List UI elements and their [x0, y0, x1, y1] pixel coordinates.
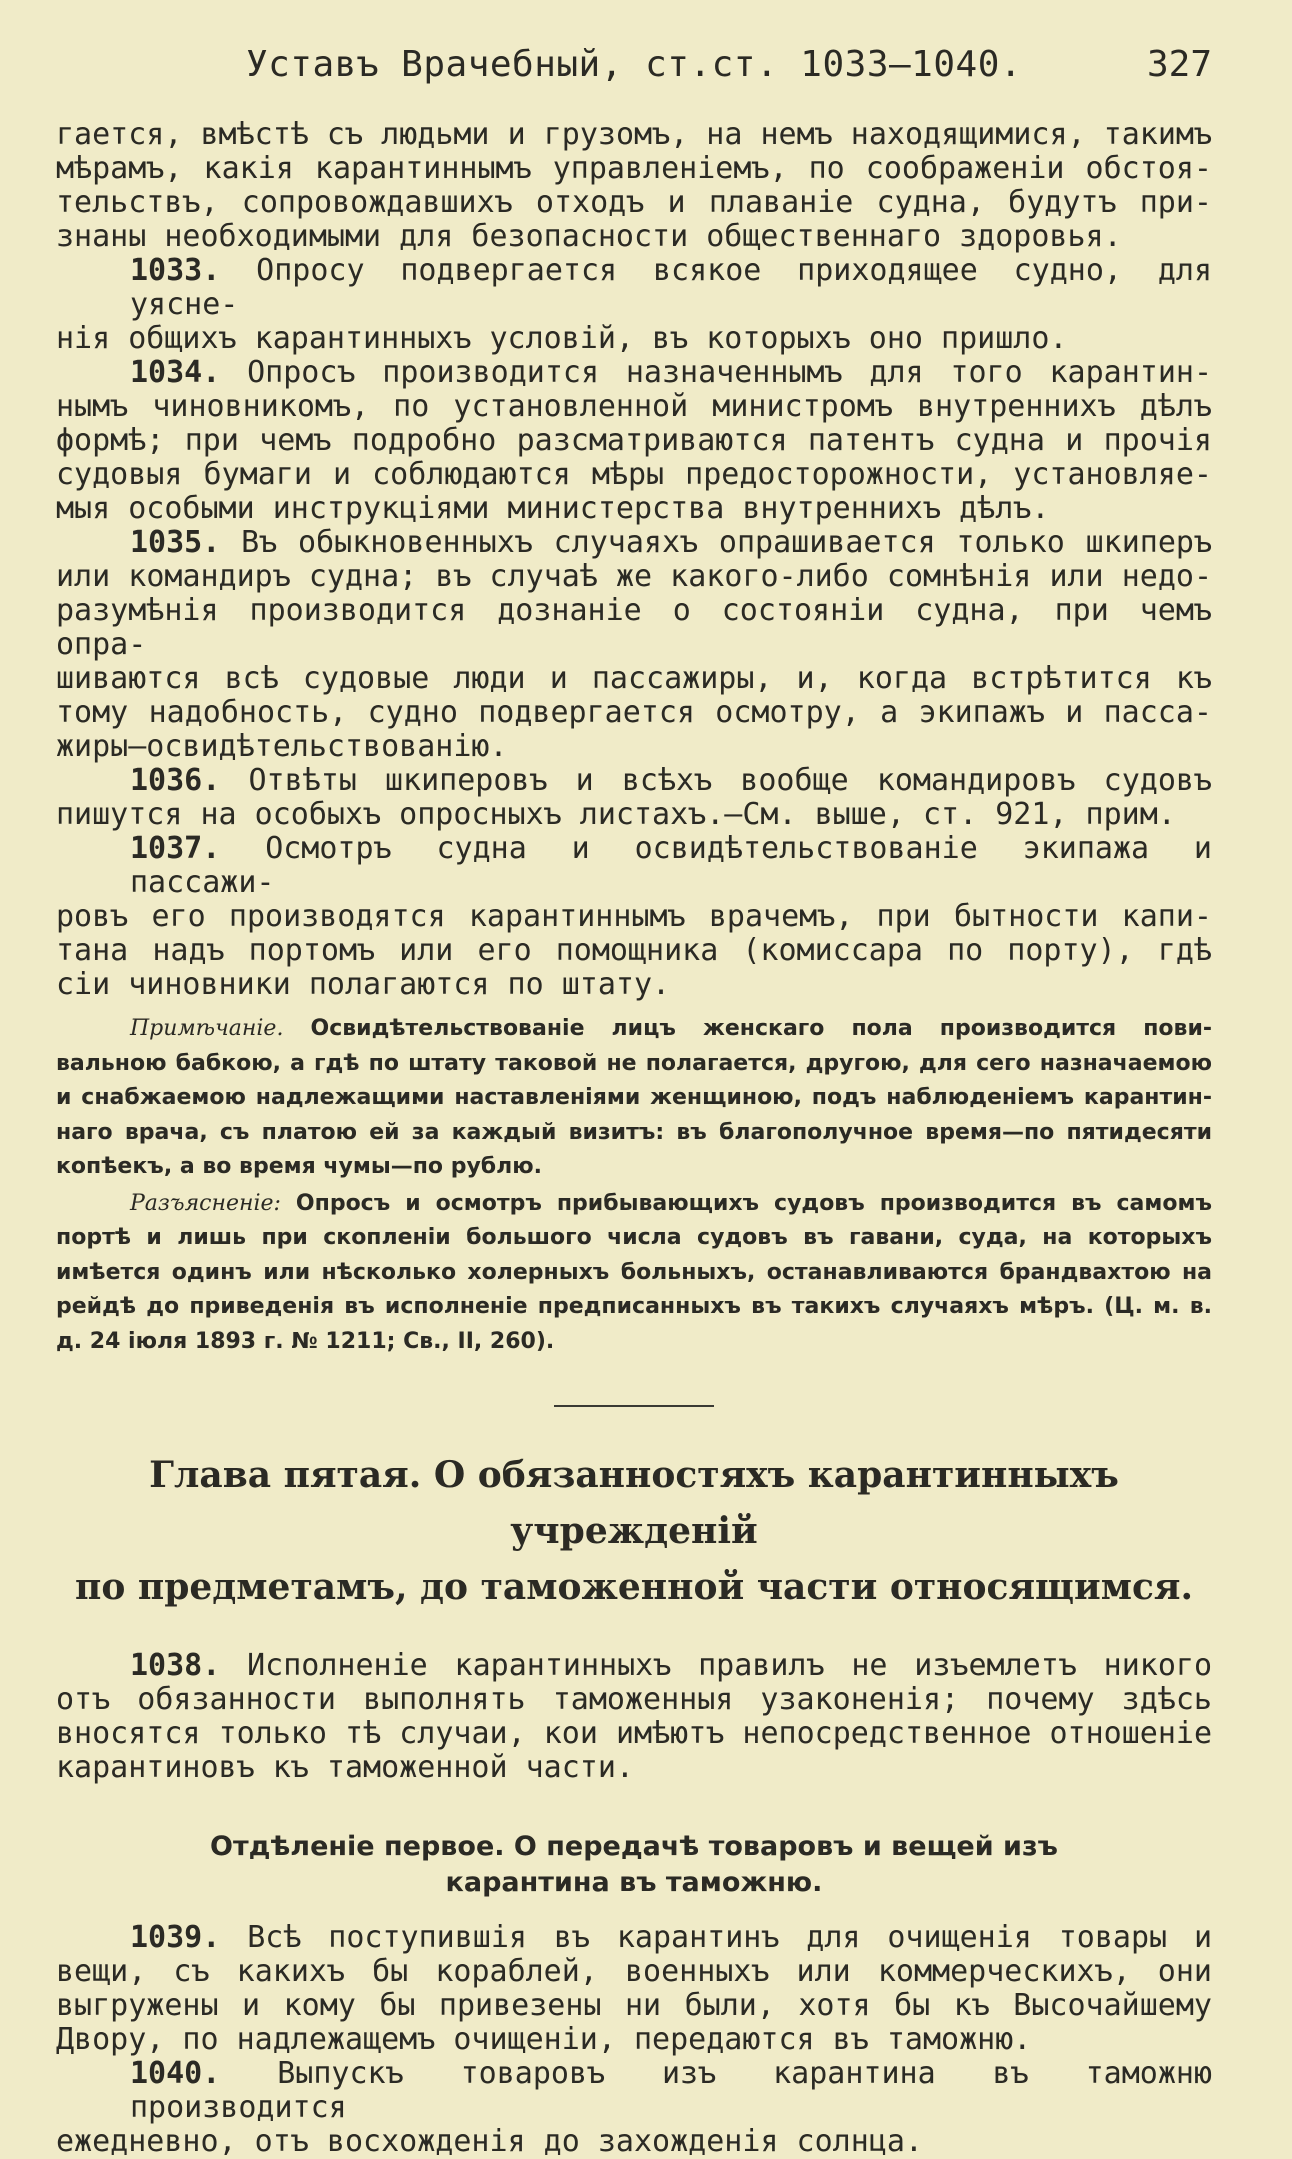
text-line: тана надъ портомъ или его помощника (комиссара по порту), гдѣ: [56, 933, 1212, 968]
text-line: 1039. Всѣ поступившія въ карантинъ для очищенія товары и: [130, 1920, 1213, 1955]
footnote-razyasnenie: [56, 1187, 1212, 1360]
text-line: шиваются всѣ судовые люди и пассажиры, и, когда встрѣтится къ: [56, 661, 1212, 696]
text-line: ежедневно, отъ восхожденія до захожденія солнца.: [56, 2124, 923, 2159]
text-line: 1038. Исполненіе карантинныхъ правилъ не изъемлетъ никого: [130, 1648, 1212, 1683]
article-1037: [56, 832, 1212, 1002]
chapter-heading-line: по предметамъ, до таможенной части относящимся.: [74, 1566, 1194, 1608]
text-line: Примѣчаніе. Освидѣтельствованіе лицъ женскаго пола производится пови-: [130, 1016, 1212, 1041]
text-line: д. 24 іюля 1893 г. № 1211; Св., II, 260).: [56, 1328, 555, 1354]
article-number: 1033.: [130, 253, 221, 288]
page-number: 327: [1146, 44, 1212, 85]
article-number: 1036.: [130, 763, 221, 798]
text-line: копѣекъ, а во время чумы—по рублю.: [56, 1154, 542, 1179]
text-line: тому надобность, судно подвергается осмотру, а экипажъ и пасса-: [56, 695, 1212, 730]
text-line: жиры—освидѣтельствованію.: [56, 729, 508, 764]
text-line: ровъ его производятся карантиннымъ врачемъ, при бытности капи-: [56, 899, 1212, 934]
text-line: 1034. Опросъ производится назначеннымъ для того карантин-: [130, 355, 1212, 390]
text-line: гается, вмѣстѣ съ людьми и грузомъ, на немъ находящимися, такимъ: [56, 117, 1212, 152]
footnote-primechanie: [56, 1012, 1212, 1185]
note-lead: Примѣчаніе.: [130, 1016, 284, 1041]
text-line: 1037. Осмотръ судна и освидѣтельствованіе экипажа и пассажи-: [130, 831, 1212, 900]
section-heading-line: Отдѣленіе первое. О передачѣ товаровъ и вещей изъ: [210, 1831, 1058, 1862]
running-header: [56, 44, 1212, 94]
text-line: сіи чиновники полагаются по штату.: [56, 967, 671, 1002]
note-lead: Разъясненіе:: [130, 1190, 281, 1216]
text-line: тельствъ, сопровождавшихъ отходъ и плаваніе судна, будутъ при-: [56, 185, 1212, 220]
text-line: 1040. Выпускъ товаровъ изъ карантина въ таможню производится: [130, 2056, 1213, 2125]
text-line: разумѣнія производится дознаніе о состояніи судна, при чемъ опра-: [56, 593, 1212, 662]
text-line: 1036. Отвѣты шкиперовъ и всѣхъ вообще командировъ судовъ: [130, 763, 1212, 798]
article-1034: [56, 356, 1212, 526]
text-line: отъ обязанности выполнять таможенныя узаконенія; почему здѣсь: [56, 1682, 1212, 1717]
text-line: или командиръ судна; въ случаѣ же какого-либо сомнѣнія или недо-: [56, 559, 1212, 594]
section-heading-line: карантина въ таможню.: [445, 1867, 823, 1898]
article-number: 1034.: [130, 355, 221, 390]
section-heading: [56, 1829, 1212, 1901]
text-line: Двору, по надлежащемъ очищеніи, передаются въ таможню.: [56, 2022, 1032, 2057]
article-number: 1039.: [130, 1920, 221, 1955]
article-1033: [56, 254, 1212, 356]
text-line: портѣ и лишь при скопленіи большого числа судовъ въ гавани, суда, на которыхъ: [56, 1225, 1212, 1250]
text-line: знаны необходимыми для безопасности общественнаго здоровья.: [56, 219, 1122, 254]
text-line: нымъ чиновникомъ, по установленной министромъ внутреннихъ дѣлъ: [56, 389, 1212, 424]
text-line: 1033. Опросу подвергается всякое приходящее судно, для уясне-: [130, 253, 1213, 322]
article-1038: [56, 1649, 1212, 1785]
text-line: 1035. Въ обыкновенныхъ случаяхъ опрашивается только шкиперъ: [130, 525, 1213, 560]
text-line: формѣ; при чемъ подробно разсматриваются патентъ судна и прочія: [56, 423, 1212, 458]
text-line: имѣется одинъ или нѣсколько холерныхъ больныхъ, останавливаются брандвахтою на: [56, 1259, 1212, 1285]
text-line: наго врача, съ платою ей за каждый визитъ: въ благополучное время—по пятидесяти: [56, 1119, 1212, 1145]
text-line: рейдѣ до приведенія въ исполненіе предписанныхъ въ такихъ случаяхъ мѣръ. (Ц. м. в.: [56, 1294, 1212, 1319]
article-number: 1040.: [130, 2056, 221, 2091]
text-line: вальною бабкою, а гдѣ по штату таковой не полагается, другою, для сего назначаемою: [56, 1050, 1212, 1076]
text-line: вносятся только тѣ случаи, кои имѣютъ непосредственное отношеніе: [56, 1716, 1212, 1751]
section-divider: [554, 1405, 714, 1407]
article-1035: [56, 526, 1212, 764]
page-body: [56, 118, 1212, 2159]
text-line: нія общихъ карантинныхъ условій, въ которыхъ оно пришло.: [56, 321, 1068, 356]
article-number: 1038.: [130, 1648, 221, 1683]
article-number: 1035.: [130, 525, 221, 560]
text-line: судовыя бумаги и соблюдаются мѣры предосторожности, установляе-: [56, 457, 1212, 492]
article-1040: [56, 2057, 1212, 2159]
article-1039: [56, 1921, 1212, 2057]
text-line: выгружены и кому бы привезены ни были, хотя бы къ Высочайшему: [56, 1988, 1212, 2023]
article-1036: [56, 764, 1212, 832]
text-line: пишутся на особыхъ опросныхъ листахъ.—См. выше, ст. 921, прим.: [56, 797, 1176, 832]
text-line: мыя особыми инструкціями министерства внутреннихъ дѣлъ.: [56, 491, 1050, 526]
text-line: карантиновъ къ таможенной части.: [56, 1750, 634, 1785]
text-line: Разъясненіе: Опросъ и осмотръ прибывающихъ судовъ производится въ самомъ: [130, 1190, 1212, 1216]
article-number: 1037.: [130, 831, 221, 866]
text-line: вещи, съ какихъ бы кораблей, военныхъ или коммерческихъ, они: [56, 1954, 1212, 1989]
header-title: Уставъ Врачебный, ст.ст. 1033—1040.: [245, 44, 1023, 85]
text-line: и снабжаемою надлежащими наставленіями женщиною, подъ наблюденіемъ карантин-: [56, 1085, 1212, 1110]
intro-paragraph: [56, 118, 1212, 254]
text-line: мѣрамъ, какія карантиннымъ управленіемъ, по соображеніи обстоя-: [56, 151, 1212, 186]
chapter-heading: [56, 1447, 1212, 1615]
chapter-heading-line: Глава пятая. О обязанностяхъ карантинныхъ учрежденій: [149, 1454, 1119, 1552]
